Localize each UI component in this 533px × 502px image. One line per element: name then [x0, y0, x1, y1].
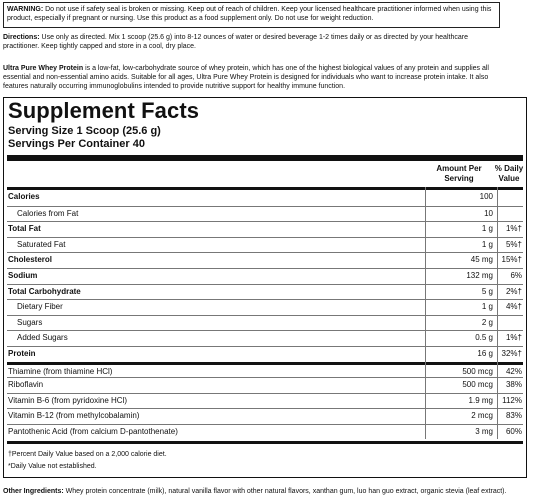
thick-divider [7, 155, 523, 161]
nutrient-amount: 500 mcg [462, 366, 493, 376]
nutrient-name: Calories [8, 192, 40, 201]
nutrient-amount: 45 mg [470, 255, 493, 265]
nutrient-name: Vitamin B-12 (from methylcobalamin) [8, 411, 140, 421]
amount-column-divider [425, 187, 426, 439]
nutrient-name: Total Fat [8, 224, 41, 234]
nutrient-name: Cholesterol [8, 255, 53, 265]
footnote-not-established: *Daily Value not established. [8, 463, 97, 470]
nutrient-name: Pantothenic Acid (from calcium D-pantothenate) [8, 427, 178, 436]
nutrient-name: Protein [8, 349, 36, 358]
nutrient-amount: 0.5 g [475, 333, 493, 343]
nutrient-amount: 10 [484, 208, 493, 218]
facts-row [7, 408, 523, 423]
facts-row [7, 237, 523, 252]
nutrient-amount: 16 g [477, 349, 493, 358]
facts-row [7, 284, 523, 299]
facts-row [7, 190, 523, 205]
nutrient-daily-value: 38% [505, 380, 522, 390]
directions [3, 33, 503, 51]
nutrient-amount: 100 [479, 192, 493, 201]
nutrient-amount: 1 g [481, 224, 493, 234]
footnote-divider [7, 441, 523, 444]
facts-row [7, 346, 523, 361]
nutrient-daily-value: 1%† [505, 333, 522, 343]
nutrient-amount: 1.9 mg [468, 395, 493, 405]
nutrient-amount: 2 g [481, 317, 493, 327]
nutrient-name: Vitamin B-6 (from pyridoxine HCl) [8, 395, 127, 405]
nutrient-amount: 5 g [481, 286, 493, 296]
nutrient-daily-value: 112% [502, 395, 522, 405]
daily-value-header: % Daily Value [494, 164, 524, 183]
warning-text: Do not use if safety seal is broken or missing. Keep out of reach of children. Keep your licensed healthcare practitioner informed when using this product, especially if pregnant or nursing. Use this product as a food supplement only. Do not use for weight reduction. [7, 6, 492, 22]
facts-row [7, 299, 523, 314]
nutrient-name: Saturated Fat [17, 239, 66, 249]
servings-per-container: Servings Per Container 40 [8, 138, 145, 150]
facts-row [7, 252, 523, 267]
other-ingredients-label: Other Ingredients: [3, 488, 64, 495]
warning-box [3, 2, 500, 28]
nutrient-amount: 1 g [481, 302, 493, 312]
nutrient-daily-value: 60% [505, 427, 522, 436]
nutrient-daily-value: 4%† [505, 302, 522, 312]
nutrient-daily-value: 15%† [501, 255, 522, 265]
nutrient-name: Riboflavin [8, 380, 44, 390]
facts-row [7, 393, 523, 408]
nutrient-name: Total Carbohydrate [8, 286, 81, 296]
nutrient-daily-value: 2%† [505, 286, 522, 296]
facts-row [7, 268, 523, 283]
facts-row [7, 221, 523, 236]
nutrient-name: Added Sugars [17, 333, 68, 343]
facts-row [7, 377, 523, 392]
nutrient-daily-value: 6% [510, 271, 522, 280]
nutrient-name: Dietary Fiber [17, 302, 63, 312]
product-description [3, 64, 513, 91]
product-name: Ultra Pure Whey Protein [3, 65, 84, 72]
directions-text: Use only as directed. Mix 1 scoop (25.6 g) into 8-12 ounces of water or desired beverage 1-2 times daily or as directed by your healthcare practitioner. Keep tightly capped and store in a cool, dry place. [3, 34, 468, 50]
warning-label: WARNING: [7, 6, 44, 13]
nutrient-daily-value: 83% [505, 411, 522, 421]
nutrient-name: Calories from Fat [17, 208, 79, 218]
description-text: is a low-fat, low-carbohydrate source of whey protein, which has one of the highest biological values of any protein and supplies all essential and non-essential amino acids. Suitable for all ages, Ultra Pure Whey Protein is designed for individuals who want to increase protein intake. It also features naturally occurring immunoglobulins intended to provide nutritive support for healthy immune function. [3, 65, 489, 90]
nutrient-amount: 500 mcg [462, 380, 493, 390]
nutrient-amount: 2 mcg [471, 411, 493, 421]
nutrient-name: Sodium [8, 271, 38, 280]
facts-row [7, 424, 523, 439]
dv-column-divider [497, 187, 498, 439]
facts-row [7, 362, 523, 377]
facts-row [7, 315, 523, 330]
supplement-facts-panel [3, 97, 527, 478]
panel-title: Supplement Facts [8, 98, 200, 123]
amount-per-serving-header: Amount Per Serving [436, 164, 482, 183]
nutrient-name: Thiamine (from thiamine HCl) [8, 366, 113, 376]
facts-row [7, 330, 523, 345]
directions-label: Directions: [3, 34, 40, 41]
nutrient-amount: 3 mg [475, 427, 493, 436]
nutrient-amount: 1 g [481, 239, 493, 249]
footnote-daily-value: †Percent Daily Value based on a 2,000 calorie diet. [8, 451, 167, 458]
nutrient-daily-value: 5%† [505, 239, 522, 249]
nutrient-daily-value: 1%† [505, 224, 522, 234]
nutrient-name: Sugars [17, 317, 43, 327]
nutrient-daily-value: 42% [505, 366, 522, 376]
facts-row [7, 206, 523, 221]
nutrient-amount: 132 mg [466, 271, 493, 280]
serving-size: Serving Size 1 Scoop (25.6 g) [8, 125, 161, 137]
other-ingredients-text: Whey protein concentrate (milk), natural vanilla flavor with other natural flavors, xanthan gum, luo han guo extract, organic stevia (leaf extract). [65, 488, 507, 495]
other-ingredients [3, 487, 531, 496]
nutrient-daily-value: 32%† [501, 349, 522, 358]
